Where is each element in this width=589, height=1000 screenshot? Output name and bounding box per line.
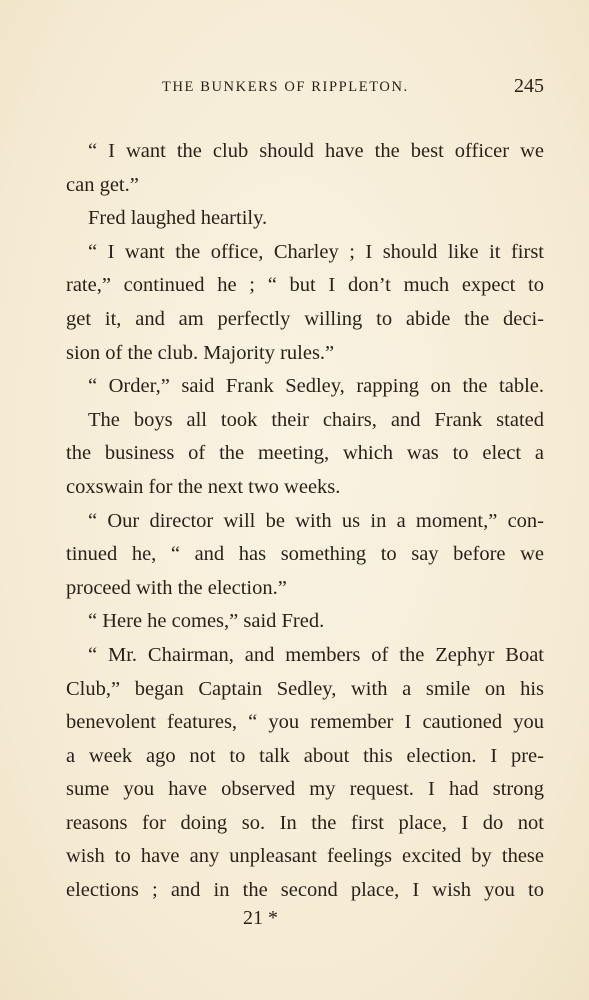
text-line: coxswain for the next two weeks. — [66, 475, 341, 498]
text-line: “ I want the club should have the best officer we — [88, 140, 544, 162]
text-line: wish to have any unpleasant feelings excited by these — [66, 845, 544, 868]
signature-mark: 21 * — [243, 907, 278, 929]
text-line: “ Order,” said Frank Sedley, rapping on the table. — [88, 375, 544, 398]
running-head: THE BUNKERS OF RIPPLETON. — [162, 79, 409, 95]
text-line: The boys all took their chairs, and Frank stated — [88, 408, 544, 431]
body-text — [66, 135, 544, 908]
page-header — [66, 75, 544, 102]
text-line: sume you have observed my request. I had strong — [66, 778, 544, 801]
text-line: “ I want the office, Charley ; I should like it first — [88, 240, 544, 263]
text-line: Fred laughed heartily. — [88, 207, 268, 230]
text-line: sion of the club. Majority rules.” — [66, 341, 335, 364]
page-number: 245 — [514, 75, 544, 97]
text-line: reasons for doing so. In the first place, I do not — [66, 811, 544, 834]
text-line: the business of the meeting, which was to elect a — [66, 442, 544, 465]
text-line: elections ; and in the second place, I wish you to — [66, 879, 544, 902]
text-line: benevolent features, “ you remember I cautioned you — [66, 711, 544, 734]
text-line: get it, and am perfectly willing to abide the deci- — [66, 307, 544, 330]
text-line: “ Our director will be with us in a moment,” con- — [88, 509, 544, 532]
text-line: Club,” began Captain Sedley, with a smile on his — [66, 677, 544, 700]
text-line: proceed with the election.” — [66, 576, 287, 599]
text-line: “ Here he comes,” said Fred. — [88, 610, 325, 633]
text-line: a week ago not to talk about this election. I pre- — [66, 744, 544, 767]
text-line: rate,” continued he ; “ but I don’t much expect to — [66, 274, 544, 297]
text-line: tinued he, “ and has something to say before we — [66, 543, 544, 566]
text-line: “ Mr. Chairman, and members of the Zephyr Boat — [88, 643, 544, 666]
text-line: can get.” — [66, 173, 139, 196]
